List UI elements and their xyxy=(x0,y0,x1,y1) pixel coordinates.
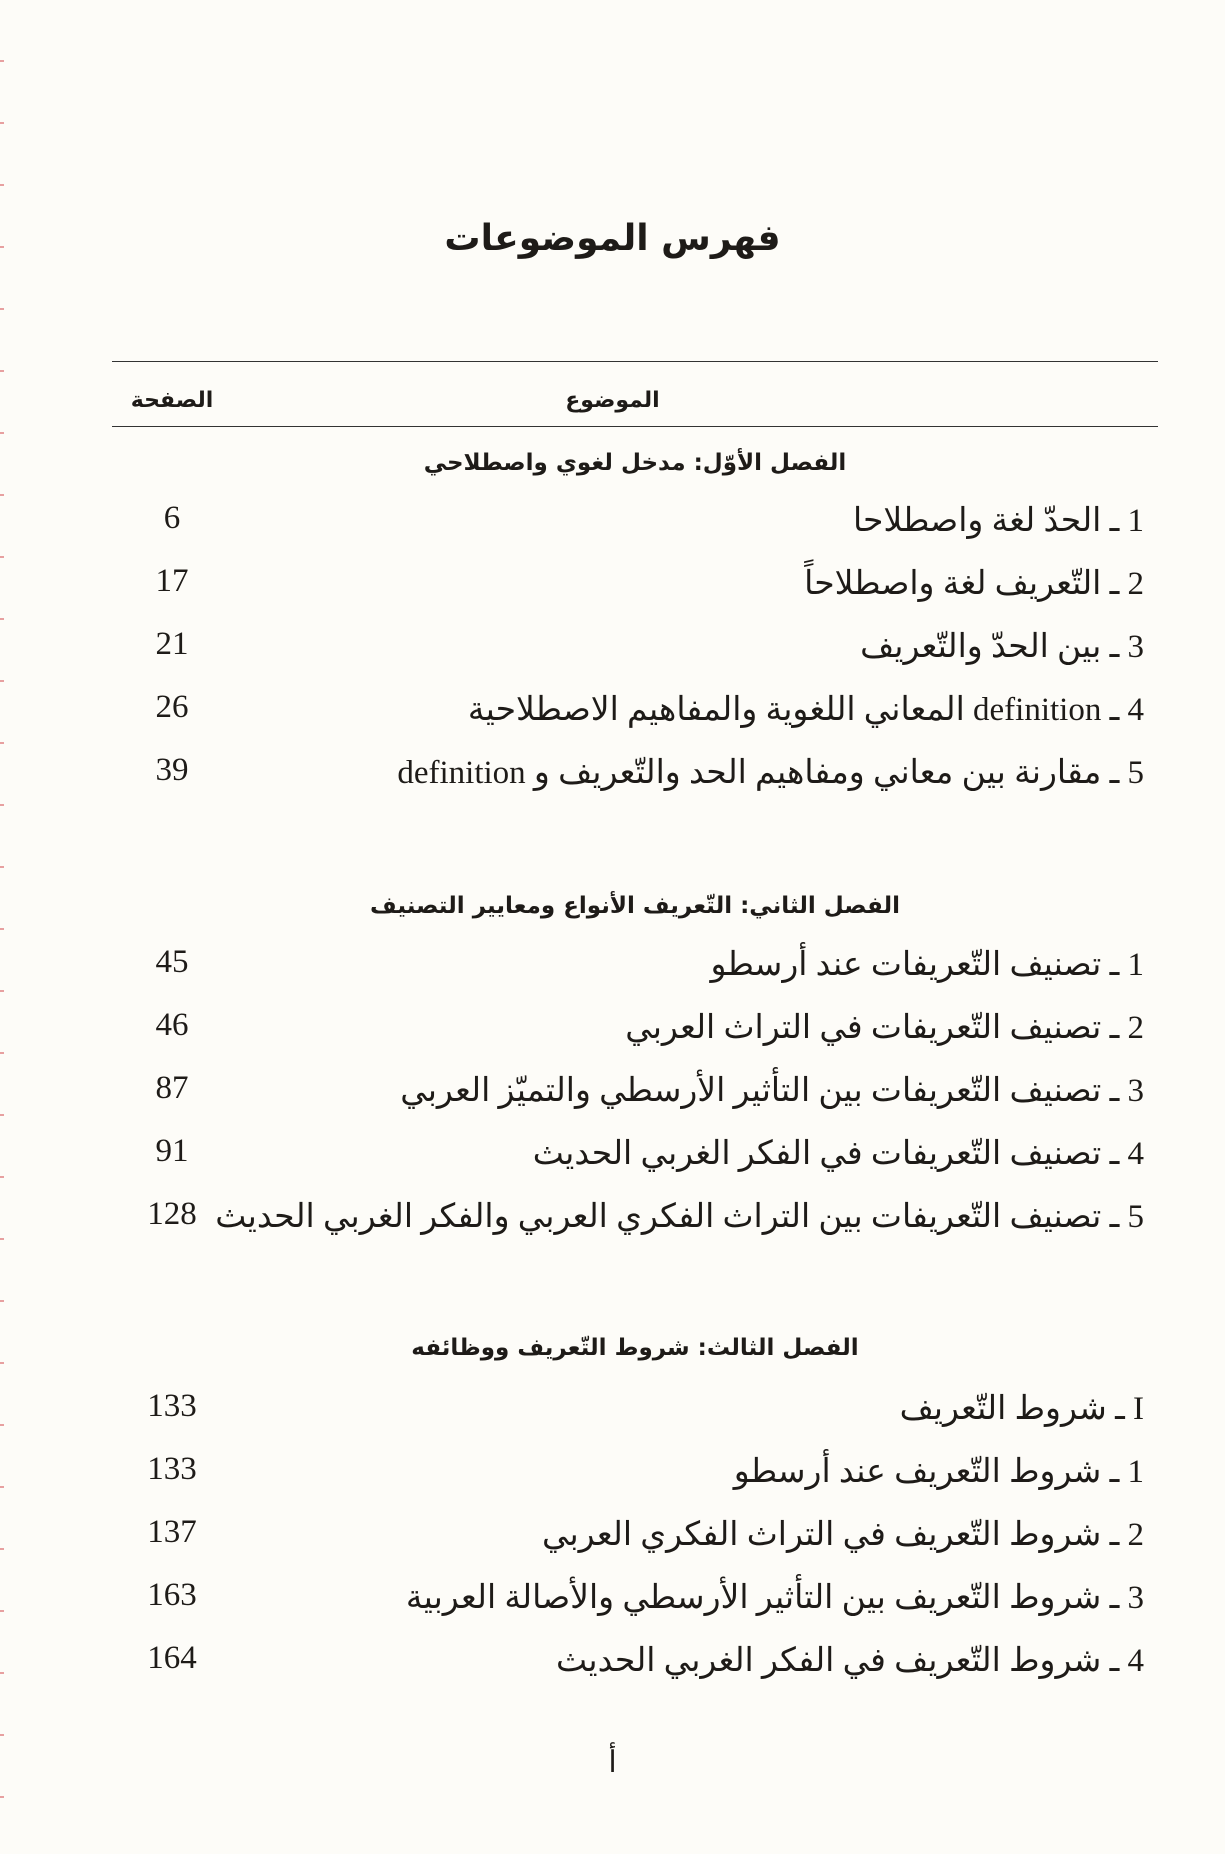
toc-entry-page: 91 xyxy=(155,1133,189,1169)
toc-entry-page: 26 xyxy=(155,689,189,725)
toc-entry-page: 17 xyxy=(155,563,189,599)
toc-entry xyxy=(112,563,1144,607)
toc-entry-page: 164 xyxy=(147,1640,197,1676)
toc-entry-page: 46 xyxy=(155,1007,189,1043)
page-title: فهرس الموضوعات xyxy=(444,218,781,259)
toc-entry xyxy=(112,1514,1144,1558)
toc-entry xyxy=(112,1070,1144,1114)
toc-entry-title: 1 ـ الحدّ لغة واصطلاحا xyxy=(852,503,1144,539)
toc-entry-title: 1 ـ تصنيف التّعريفات عند أرسطو xyxy=(710,947,1144,983)
toc-entry xyxy=(112,1388,1144,1432)
toc-entry-page: 137 xyxy=(147,1514,197,1550)
toc-entry-page: 6 xyxy=(163,500,181,536)
toc-entry xyxy=(112,944,1144,988)
toc-entry-title: 3 ـ تصنيف التّعريفات بين التأثير الأرسطي والتميّز العربي xyxy=(400,1073,1144,1109)
toc-entry-title: 5 ـ تصنيف التّعريفات بين التراث الفكري العربي والفكر الغربي الحديث xyxy=(215,1199,1144,1235)
scan-margin-marks xyxy=(0,0,4,1854)
toc-entry-page: 133 xyxy=(147,1388,197,1424)
toc-entry-title: 2 ـ التّعريف لغة واصطلاحاً xyxy=(804,566,1144,602)
toc-entry-title: 4 ـ تصنيف التّعريفات في الفكر الغربي الحديث xyxy=(532,1136,1144,1172)
toc-entry xyxy=(112,626,1144,670)
toc-entry-page: 45 xyxy=(155,944,189,980)
toc-entry-title: 2 ـ شروط التّعريف في التراث الفكري العربي xyxy=(541,1517,1144,1553)
header-top-rule xyxy=(112,361,1158,362)
chapter-heading: الفصل الثاني: التّعريف الأنواع ومعايير التصنيف xyxy=(369,893,901,919)
page-marker: أ xyxy=(608,1746,617,1779)
column-header-topic: الموضوع xyxy=(565,388,660,413)
toc-entry xyxy=(112,1007,1144,1051)
toc-entry-page: 87 xyxy=(155,1070,189,1106)
toc-entry-page: 133 xyxy=(147,1451,197,1487)
toc-entry-title: 3 ـ بين الحدّ والتّعريف xyxy=(860,629,1144,665)
toc-entry xyxy=(112,1577,1144,1621)
toc-entry-page: 163 xyxy=(147,1577,197,1613)
toc-entry xyxy=(112,752,1144,796)
toc-entry-title: 4 ـ definition المعاني اللغوية والمفاهيم الاصطلاحية xyxy=(467,692,1144,728)
toc-entry-title: 4 ـ شروط التّعريف في الفكر الغربي الحديث xyxy=(556,1643,1144,1679)
toc-entry-page: 21 xyxy=(155,626,189,662)
toc-entry xyxy=(112,689,1144,733)
toc-entry-title: 3 ـ شروط التّعريف بين التأثير الأرسطي والأصالة العربية xyxy=(405,1580,1144,1616)
toc-entry xyxy=(112,1451,1144,1495)
chapter-heading: الفصل الأوّل: مدخل لغوي واصطلاحي xyxy=(423,450,847,476)
toc-entry-page: 39 xyxy=(155,752,189,788)
toc-entry xyxy=(112,1196,1144,1240)
toc-entry-title: 1 ـ شروط التّعريف عند أرسطو xyxy=(733,1454,1144,1490)
toc-entry xyxy=(112,1133,1144,1177)
toc-entry-title: 2 ـ تصنيف التّعريفات في التراث العربي xyxy=(625,1010,1144,1046)
toc-entry-title: I ـ شروط التّعريف xyxy=(899,1391,1144,1427)
toc-entry-title: 5 ـ مقارنة بين معاني ومفاهيم الحد والتّعريف و definition xyxy=(397,755,1144,791)
chapter-heading: الفصل الثالث: شروط التّعريف ووظائفه xyxy=(411,1335,859,1361)
column-header-page: الصفحة xyxy=(130,388,214,413)
toc-entry xyxy=(112,1640,1144,1684)
header-bottom-rule xyxy=(112,426,1158,427)
toc-entry-page: 128 xyxy=(147,1196,197,1232)
toc-entry xyxy=(112,500,1144,544)
